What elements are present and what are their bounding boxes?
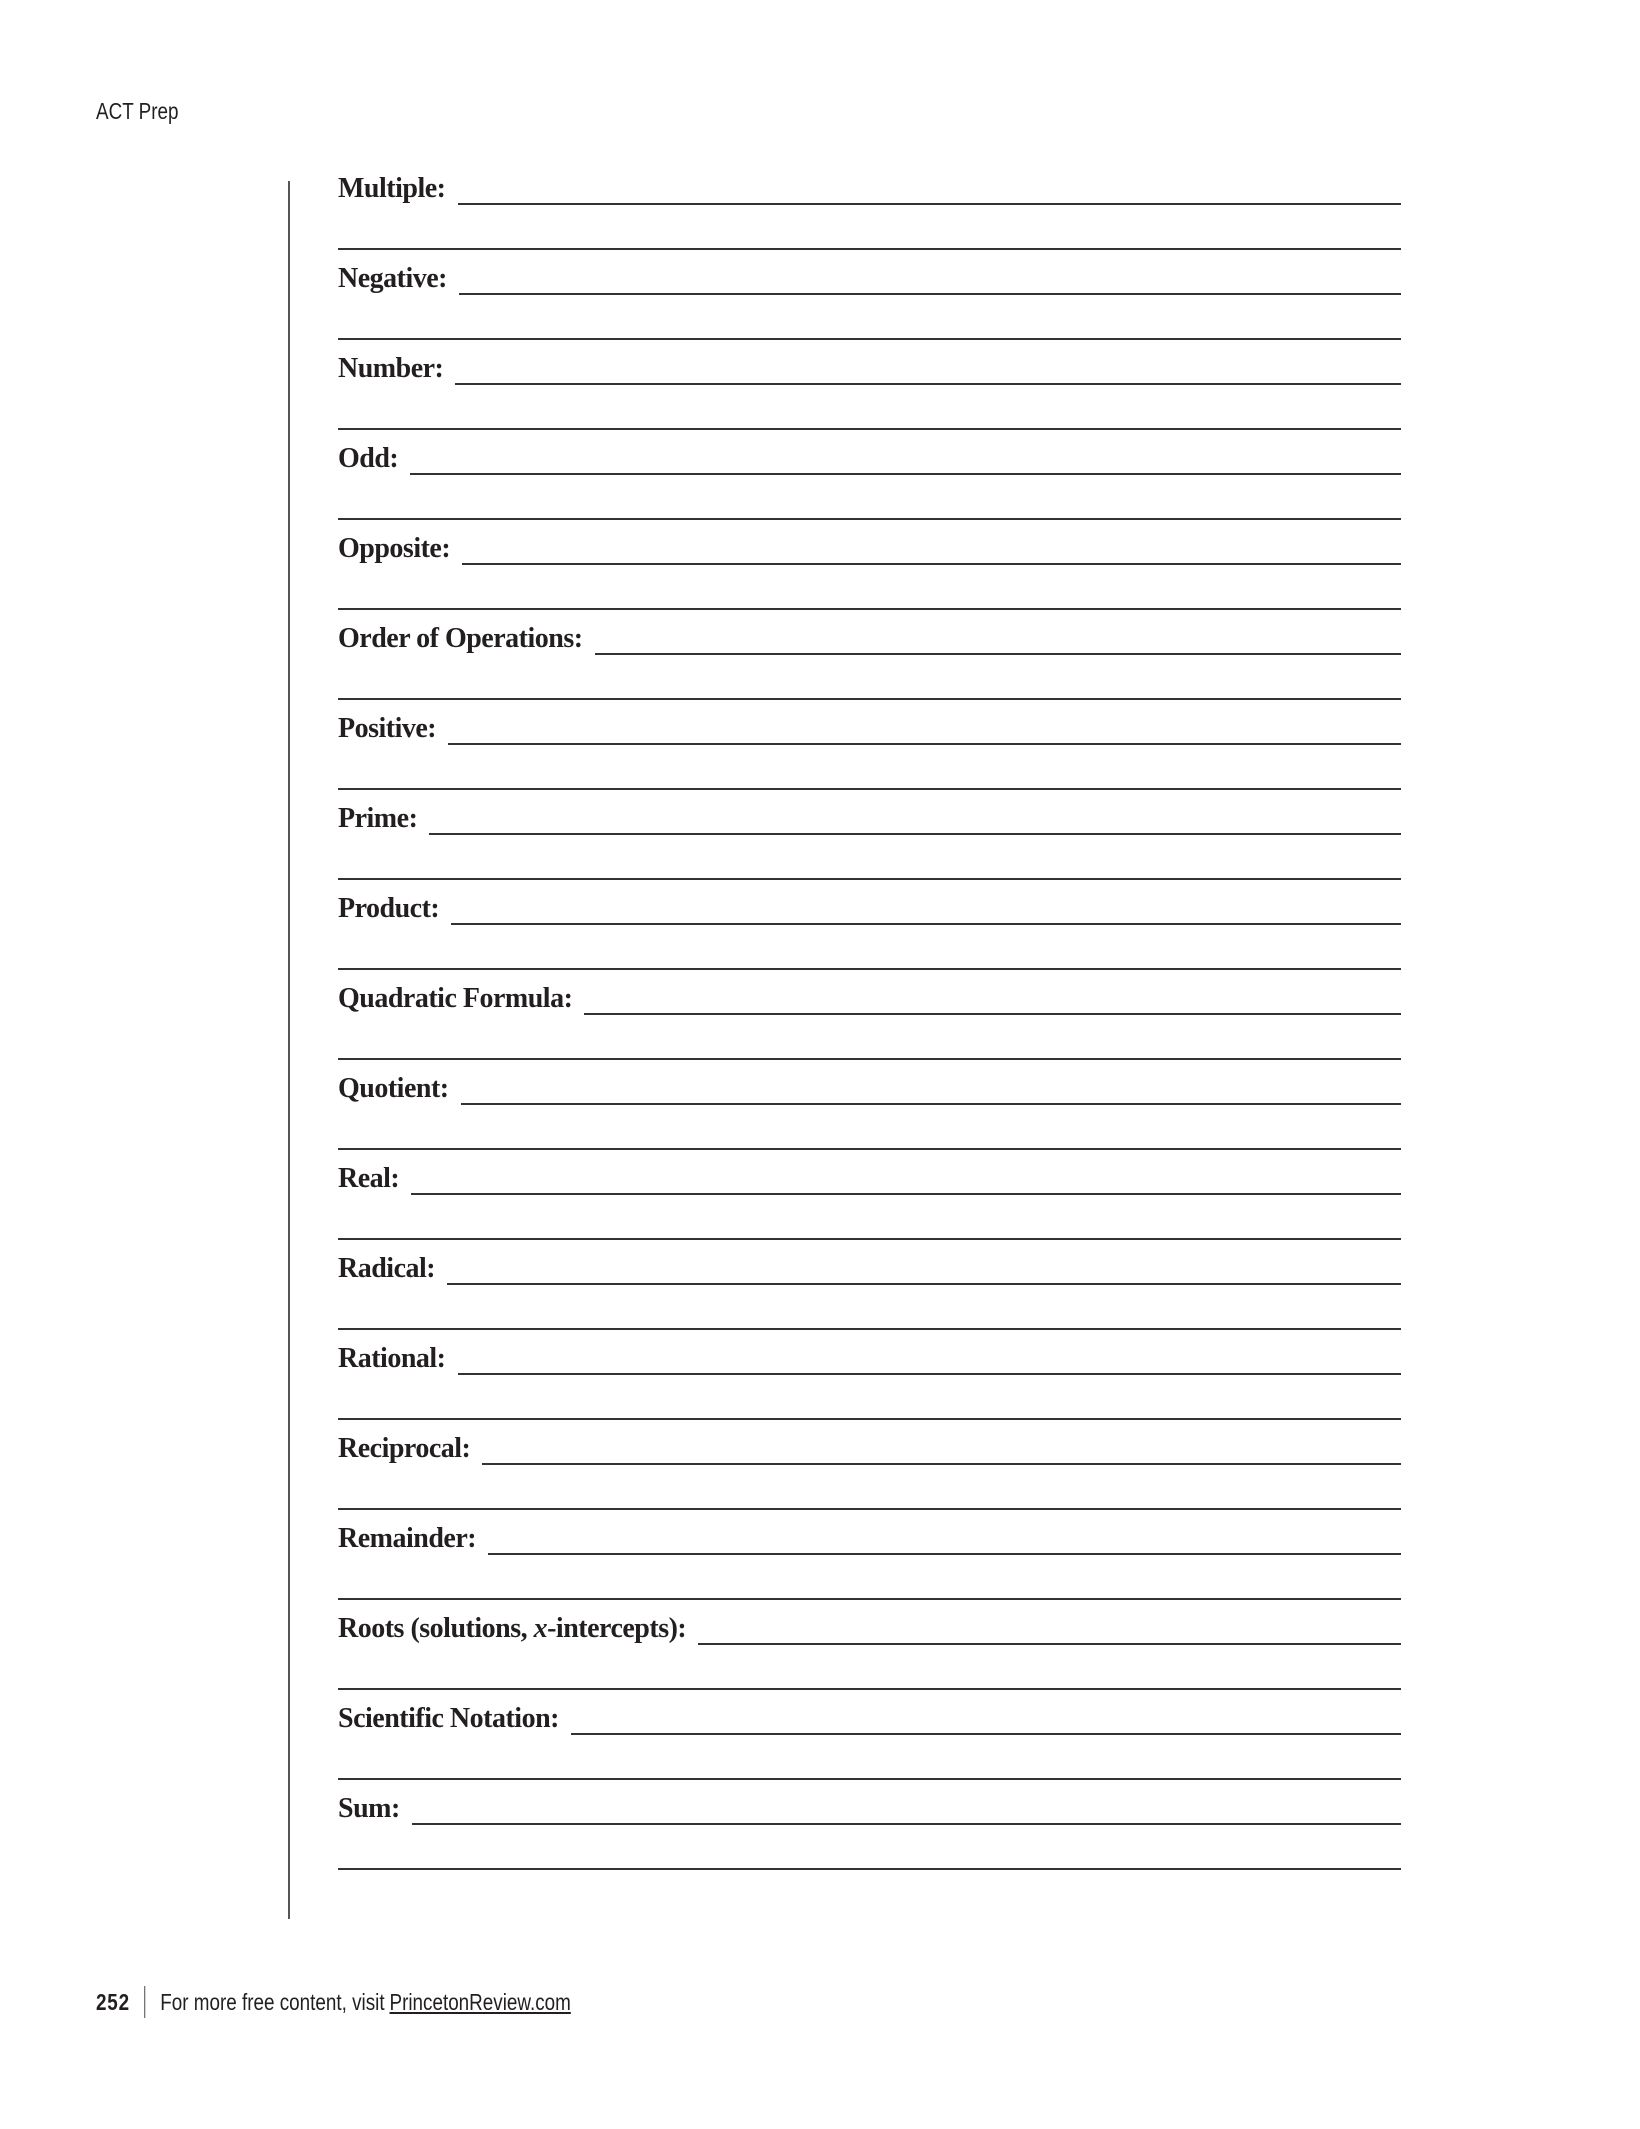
term-label: Radical: bbox=[338, 1253, 436, 1284]
answer-line[interactable] bbox=[462, 563, 1401, 565]
answer-line[interactable] bbox=[571, 1733, 1401, 1735]
page-footer bbox=[96, 1986, 571, 2018]
term-line bbox=[338, 1240, 1401, 1285]
answer-line[interactable] bbox=[584, 1013, 1401, 1015]
term-entry bbox=[338, 970, 1401, 1060]
term-entry bbox=[338, 1060, 1401, 1150]
answer-line[interactable] bbox=[482, 1463, 1401, 1465]
answer-line[interactable] bbox=[459, 293, 1401, 295]
term-label: Roots (solutions, x-intercepts): bbox=[338, 1613, 687, 1644]
term-entry bbox=[338, 520, 1401, 610]
term-label: Reciprocal: bbox=[338, 1433, 471, 1464]
term-label: Sum: bbox=[338, 1793, 400, 1824]
term-line bbox=[338, 1150, 1401, 1195]
answer-line-continued[interactable] bbox=[338, 1868, 1401, 1870]
term-line bbox=[338, 1060, 1401, 1105]
footer-divider bbox=[145, 1986, 146, 2018]
term-entry bbox=[338, 700, 1401, 790]
term-line bbox=[338, 700, 1401, 745]
term-line bbox=[338, 430, 1401, 475]
vocabulary-list bbox=[338, 160, 1401, 1870]
term-line bbox=[338, 520, 1401, 565]
term-label: Product: bbox=[338, 893, 440, 924]
term-line bbox=[338, 1420, 1401, 1465]
term-line bbox=[338, 340, 1401, 385]
term-entry bbox=[338, 880, 1401, 970]
term-entry bbox=[338, 160, 1401, 250]
term-line bbox=[338, 610, 1401, 655]
term-entry bbox=[338, 610, 1401, 700]
footer-text: For more free content, visit bbox=[160, 1988, 385, 2015]
term-line bbox=[338, 1330, 1401, 1375]
term-label: Number: bbox=[338, 353, 444, 384]
term-label: Scientific Notation: bbox=[338, 1703, 559, 1734]
term-entry bbox=[338, 1690, 1401, 1780]
answer-line[interactable] bbox=[488, 1553, 1401, 1555]
term-label: Odd: bbox=[338, 443, 399, 474]
page-number: 252 bbox=[96, 1988, 130, 2015]
term-entry bbox=[338, 250, 1401, 340]
term-label: Order of Operations: bbox=[338, 623, 583, 654]
term-line bbox=[338, 880, 1401, 925]
term-label: Real: bbox=[338, 1163, 400, 1194]
term-entry bbox=[338, 1240, 1401, 1330]
answer-line[interactable] bbox=[455, 383, 1401, 385]
term-label: Quadratic Formula: bbox=[338, 983, 573, 1014]
term-label: Remainder: bbox=[338, 1523, 477, 1554]
answer-line[interactable] bbox=[448, 743, 1401, 745]
term-entry bbox=[338, 430, 1401, 520]
term-line bbox=[338, 250, 1401, 295]
term-entry bbox=[338, 790, 1401, 880]
term-line bbox=[338, 1510, 1401, 1555]
answer-line[interactable] bbox=[411, 1193, 1401, 1195]
term-line bbox=[338, 1780, 1401, 1825]
answer-line[interactable] bbox=[451, 923, 1401, 925]
term-label: Opposite: bbox=[338, 533, 451, 564]
term-line bbox=[338, 1600, 1401, 1645]
term-line bbox=[338, 970, 1401, 1015]
answer-line[interactable] bbox=[458, 1373, 1402, 1375]
term-label: Negative: bbox=[338, 263, 448, 294]
answer-line[interactable] bbox=[698, 1643, 1401, 1645]
answer-line[interactable] bbox=[410, 473, 1401, 475]
term-label: Prime: bbox=[338, 803, 418, 834]
answer-line[interactable] bbox=[461, 1103, 1401, 1105]
term-entry bbox=[338, 1420, 1401, 1510]
term-line bbox=[338, 160, 1401, 205]
term-entry bbox=[338, 1600, 1401, 1690]
answer-line[interactable] bbox=[412, 1823, 1401, 1825]
answer-line[interactable] bbox=[458, 203, 1402, 205]
answer-line[interactable] bbox=[447, 1283, 1401, 1285]
term-entry bbox=[338, 340, 1401, 430]
term-label: Quotient: bbox=[338, 1073, 449, 1104]
term-entry bbox=[338, 1780, 1401, 1870]
answer-line[interactable] bbox=[429, 833, 1401, 835]
term-label: Positive: bbox=[338, 713, 437, 744]
term-line bbox=[338, 790, 1401, 835]
margin-rule bbox=[288, 181, 290, 1919]
term-entry bbox=[338, 1510, 1401, 1600]
term-entry bbox=[338, 1330, 1401, 1420]
running-header: ACT Prep bbox=[96, 98, 179, 124]
term-entry bbox=[338, 1150, 1401, 1240]
answer-line[interactable] bbox=[595, 653, 1401, 655]
princeton-review-link[interactable]: PrincetonReview.com bbox=[389, 1988, 571, 2015]
term-label: Multiple: bbox=[338, 173, 446, 204]
term-label: Rational: bbox=[338, 1343, 446, 1374]
term-line bbox=[338, 1690, 1401, 1735]
